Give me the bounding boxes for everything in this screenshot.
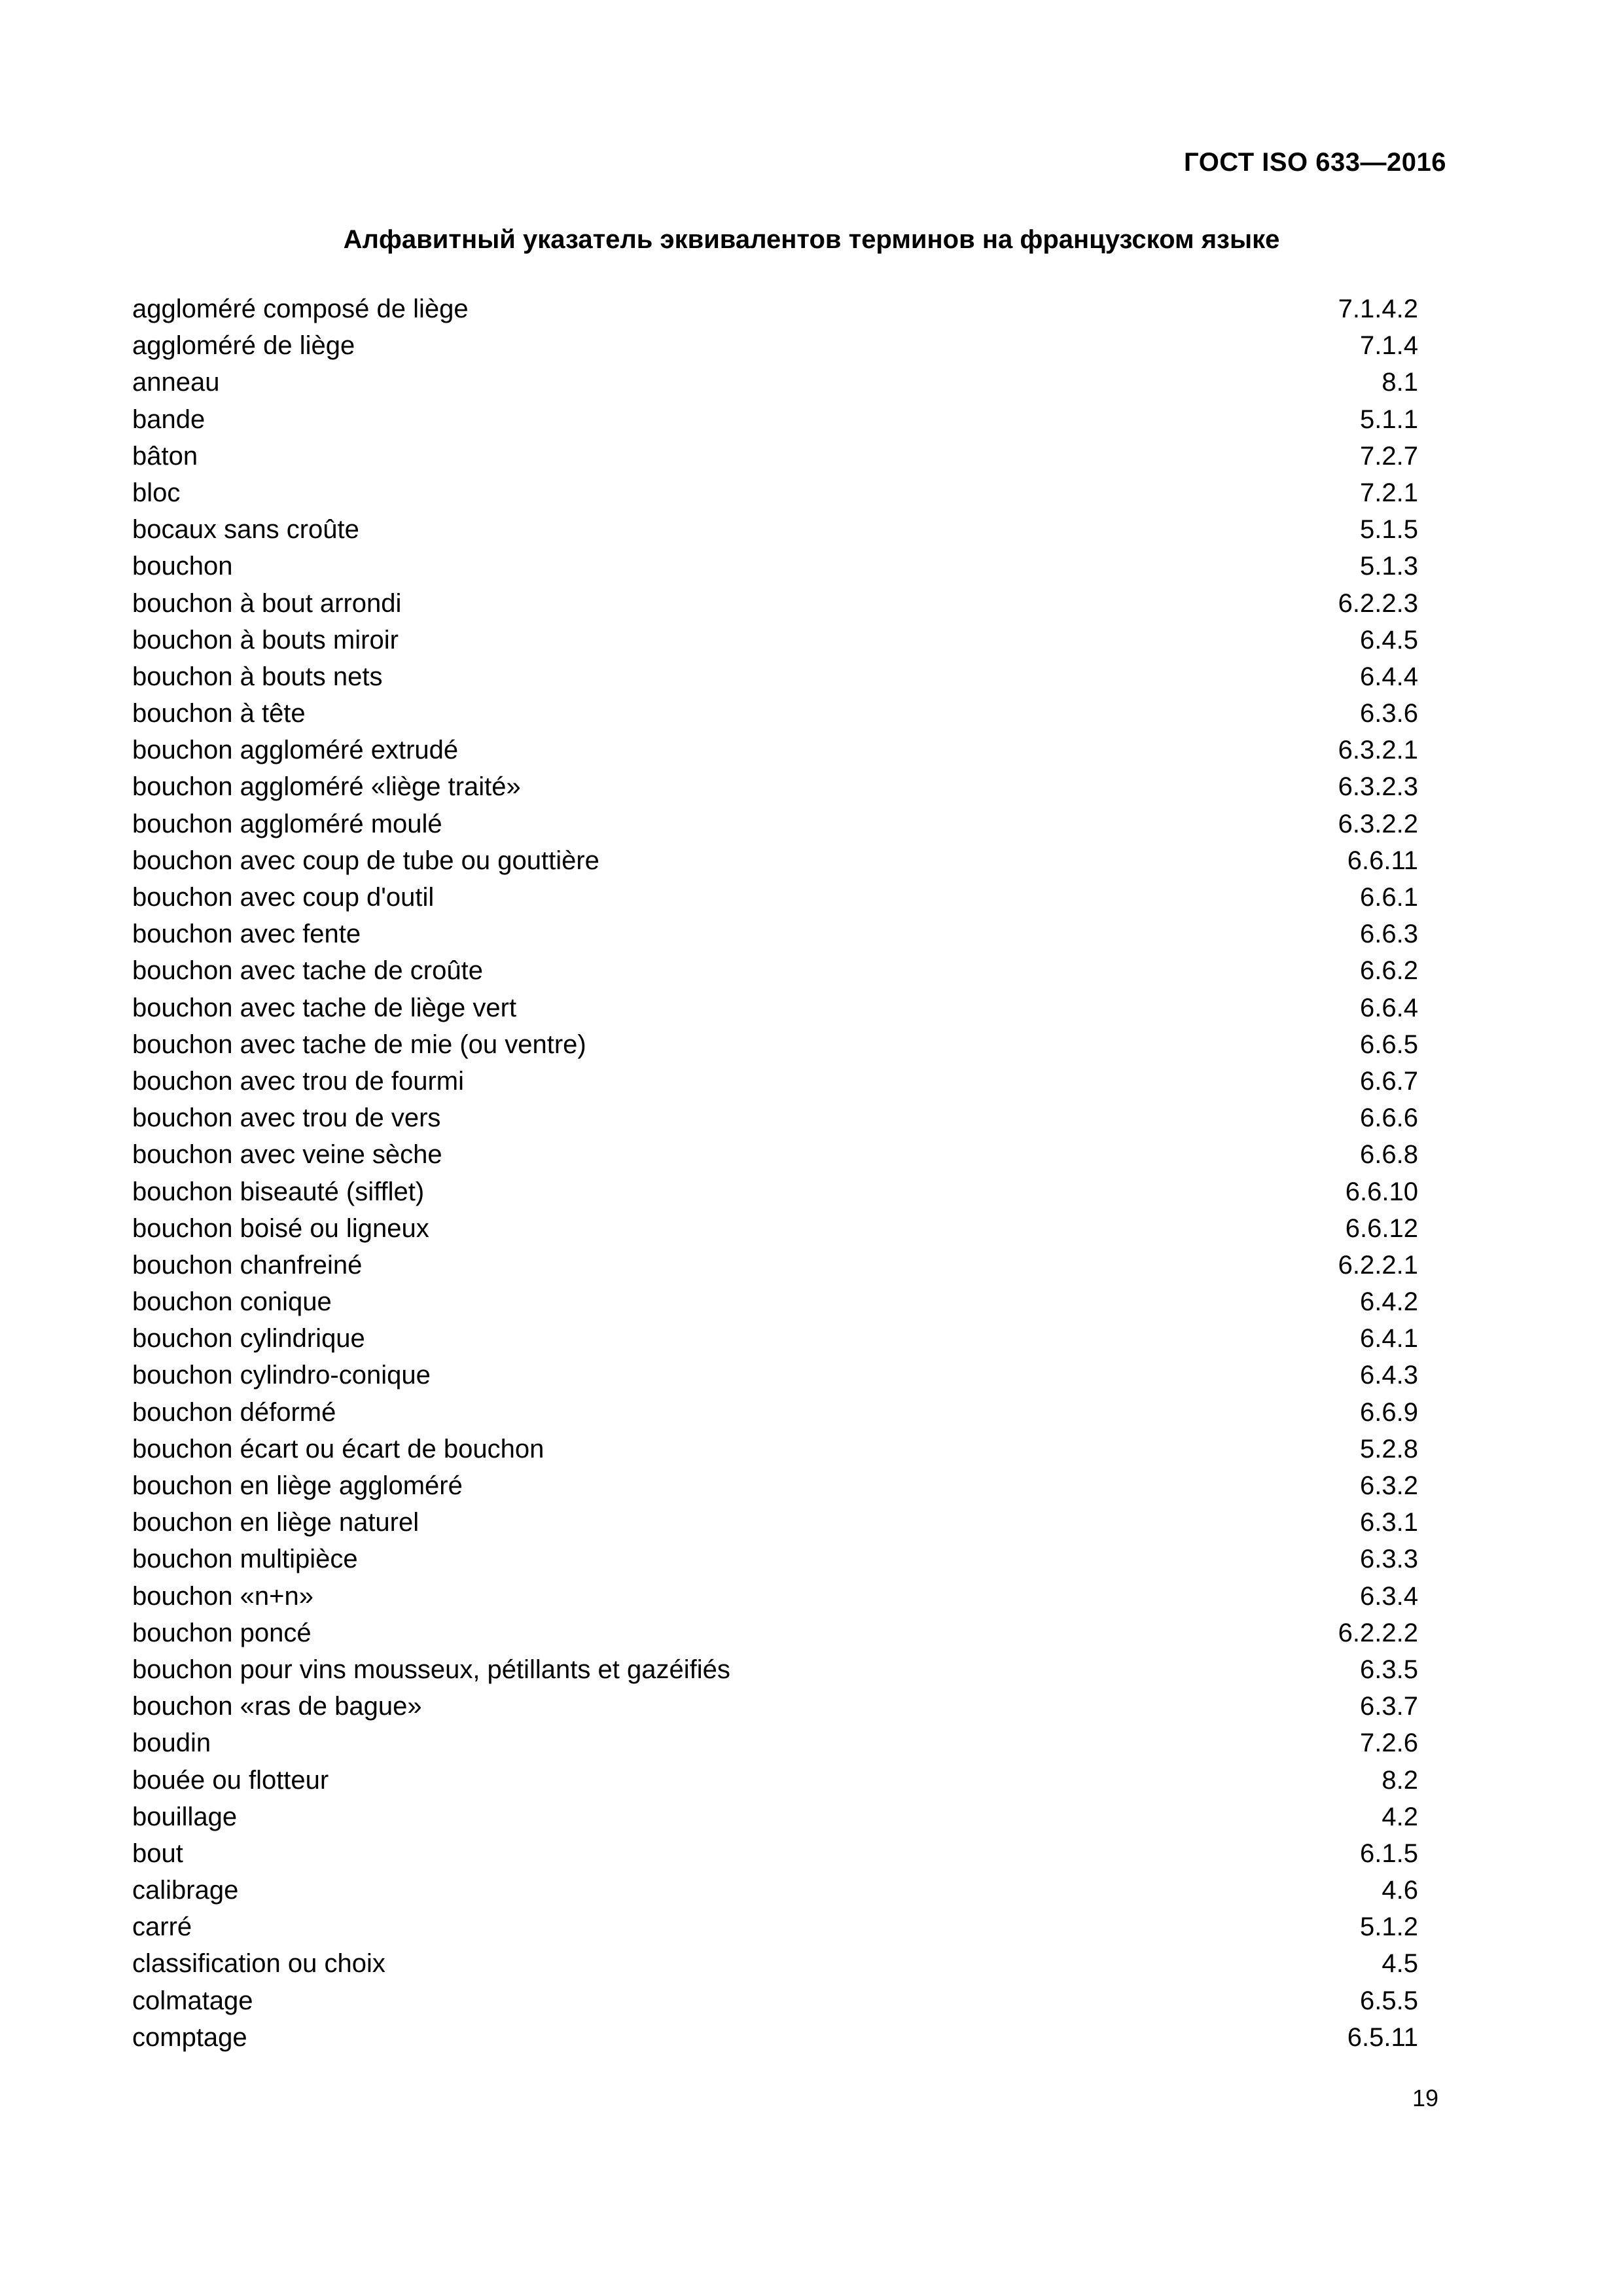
term-reference: 8.2 (1382, 1765, 1418, 1795)
term-reference: 6.4.1 (1360, 1324, 1418, 1354)
term-reference: 6.6.2 (1360, 956, 1418, 986)
term-reference: 6.6.5 (1360, 1030, 1418, 1059)
term-reference: 6.3.2.3 (1338, 772, 1418, 802)
term-reference: 7.2.6 (1360, 1729, 1418, 1758)
term-name: bouchon biseauté (sifflet) (132, 1177, 425, 1206)
term-name: bouchon pour vins mousseux, pétillants et gazéifiés (132, 1655, 730, 1684)
index-entry (132, 1615, 1425, 1651)
index-entry (132, 1909, 1425, 1945)
term-name: bouchon multipièce (132, 1545, 358, 1574)
term-name: aggloméré composé de liège (132, 295, 469, 323)
term-name: bouchon aggloméré «liège traité» (132, 772, 521, 802)
term-reference: 6.3.2 (1360, 1471, 1418, 1500)
term-name: bouchon «n+n» (132, 1581, 313, 1611)
term-name: bouchon à bout arrondi (132, 588, 402, 618)
term-reference: 6.3.3 (1360, 1545, 1418, 1574)
term-name: bouchon chanfreiné (132, 1250, 363, 1280)
term-reference: 6.4.4 (1360, 662, 1418, 691)
term-reference: 6.6.4 (1360, 993, 1418, 1022)
term-reference: 6.3.6 (1360, 699, 1418, 728)
term-reference: 6.6.9 (1360, 1397, 1418, 1427)
term-name: classification ou choix (132, 1949, 385, 1979)
term-reference: 7.1.4.2 (1338, 295, 1418, 323)
index-entry (132, 1872, 1425, 1909)
term-name: bouchon avec trou de fourmi (132, 1066, 464, 1096)
index-entry (132, 1762, 1425, 1799)
term-reference: 6.3.5 (1360, 1655, 1418, 1684)
term-reference: 4.6 (1382, 1876, 1418, 1905)
term-reference: 6.3.7 (1360, 1692, 1418, 1721)
index-entry (132, 1467, 1425, 1504)
term-reference: 6.5.11 (1347, 2022, 1418, 2052)
index-entry (132, 1835, 1425, 1872)
term-name: bouchon conique (132, 1287, 332, 1317)
term-name: calibrage (132, 1876, 239, 1905)
term-name: bouchon à bouts nets (132, 662, 383, 691)
term-name: bocaux sans croûte (132, 515, 359, 545)
term-name: bouchon en liège aggloméré (132, 1471, 463, 1500)
term-name: bouillage (132, 1802, 238, 1831)
index-entry (132, 1357, 1425, 1393)
index-entry (132, 1026, 1425, 1063)
term-reference: 6.6.7 (1360, 1066, 1418, 1096)
term-name: bouchon avec veine sèche (132, 1140, 442, 1170)
term-reference: 6.2.2.3 (1338, 588, 1418, 618)
term-reference: 6.4.3 (1360, 1361, 1418, 1390)
index-entry (132, 1174, 1425, 1210)
term-name: bouchon avec tache de croûte (132, 956, 483, 986)
term-index-list (132, 291, 1425, 2056)
index-entry (132, 1247, 1425, 1283)
term-reference: 7.1.4 (1360, 331, 1418, 361)
term-name: carré (132, 1912, 192, 1942)
term-name: bouchon avec coup de tube ou gouttière (132, 846, 599, 875)
term-name: bouchon avec tache de liège vert (132, 993, 517, 1022)
index-entry (132, 327, 1425, 364)
term-name: bouchon poncé (132, 1618, 312, 1647)
index-entry (132, 1063, 1425, 1100)
index-entry (132, 1945, 1425, 1982)
index-entry (132, 548, 1425, 584)
term-name: bouchon en liège naturel (132, 1508, 419, 1537)
index-entry (132, 1504, 1425, 1541)
term-name: bouée ou flotteur (132, 1765, 329, 1795)
term-reference: 6.6.8 (1360, 1140, 1418, 1170)
term-name: bouchon boisé ou ligneux (132, 1213, 429, 1243)
term-reference: 6.3.2.1 (1338, 736, 1418, 765)
term-name: boudin (132, 1729, 211, 1758)
page-number: 19 (1412, 2085, 1438, 2111)
term-name: bouchon cylindrique (132, 1324, 365, 1354)
term-reference: 6.2.2.1 (1338, 1250, 1418, 1280)
term-reference: 6.6.6 (1360, 1103, 1418, 1133)
term-name: bouchon cylindro-conique (132, 1361, 431, 1390)
index-entry (132, 1541, 1425, 1577)
index-entry (132, 879, 1425, 916)
term-reference: 7.2.1 (1360, 478, 1418, 507)
index-entry (132, 732, 1425, 768)
index-entry (132, 1136, 1425, 1173)
index-entry (132, 952, 1425, 989)
index-entry (132, 585, 1425, 622)
term-name: bouchon avec trou de vers (132, 1103, 441, 1133)
index-entry (132, 364, 1425, 401)
term-reference: 6.6.10 (1345, 1177, 1418, 1206)
term-reference: 6.3.4 (1360, 1581, 1418, 1611)
index-entry (132, 438, 1425, 475)
index-entry (132, 1688, 1425, 1725)
index-entry (132, 2019, 1425, 2056)
term-name: bande (132, 404, 205, 434)
term-reference: 5.2.8 (1360, 1434, 1418, 1463)
term-name: bouchon avec coup d'outil (132, 883, 435, 912)
term-name: bouchon aggloméré moulé (132, 809, 442, 838)
index-entry (132, 291, 1425, 327)
index-entry (132, 511, 1425, 548)
index-entry (132, 1431, 1425, 1467)
index-entry (132, 1578, 1425, 1615)
index-title: Алфавитный указатель эквивалентов терминов на французском языке (343, 225, 1280, 254)
term-name: bouchon «ras de bague» (132, 1692, 422, 1721)
term-name: colmatage (132, 1986, 253, 2015)
term-name: bouchon avec fente (132, 920, 361, 949)
index-entry (132, 1210, 1425, 1247)
term-reference: 6.4.2 (1360, 1287, 1418, 1317)
index-entry (132, 401, 1425, 438)
term-name: bout (132, 1839, 183, 1868)
index-entry (132, 806, 1425, 842)
term-reference: 4.5 (1382, 1949, 1418, 1979)
index-entry (132, 475, 1425, 511)
index-entry (132, 1799, 1425, 1835)
term-name: bouchon à bouts miroir (132, 625, 399, 655)
term-reference: 6.6.3 (1360, 920, 1418, 949)
term-name: bloc (132, 478, 181, 507)
term-reference: 6.4.5 (1360, 625, 1418, 655)
term-name: bâton (132, 441, 198, 471)
index-entry (132, 1100, 1425, 1136)
term-reference: 6.1.5 (1360, 1839, 1418, 1868)
term-reference: 6.3.2.2 (1338, 809, 1418, 838)
index-entry (132, 1394, 1425, 1431)
index-entry (132, 1982, 1425, 2019)
term-name: aggloméré de liège (132, 331, 355, 361)
standard-designation: ГОСТ ISO 633—2016 (1184, 148, 1446, 177)
term-name: bouchon avec tache de mie (ou ventre) (132, 1030, 586, 1059)
index-entry (132, 768, 1425, 805)
index-entry (132, 658, 1425, 695)
term-reference: 5.1.3 (1360, 552, 1418, 581)
term-name: bouchon à tête (132, 699, 306, 728)
term-name: bouchon écart ou écart de bouchon (132, 1434, 544, 1463)
term-reference: 6.5.5 (1360, 1986, 1418, 2015)
term-reference: 5.1.5 (1360, 515, 1418, 545)
term-name: bouchon aggloméré extrudé (132, 736, 459, 765)
index-entry (132, 842, 1425, 879)
index-entry (132, 990, 1425, 1026)
index-entry (132, 1283, 1425, 1320)
term-reference: 4.2 (1382, 1802, 1418, 1831)
term-reference: 6.2.2.2 (1338, 1618, 1418, 1647)
term-reference: 6.6.12 (1345, 1213, 1418, 1243)
term-reference: 8.1 (1382, 368, 1418, 397)
term-name: bouchon déformé (132, 1397, 336, 1427)
term-reference: 6.3.1 (1360, 1508, 1418, 1537)
term-reference: 7.2.7 (1360, 441, 1418, 471)
index-entry (132, 622, 1425, 658)
term-reference: 6.6.1 (1360, 883, 1418, 912)
term-name: comptage (132, 2022, 247, 2052)
index-entry (132, 695, 1425, 732)
term-reference: 5.1.1 (1360, 404, 1418, 434)
index-entry (132, 1725, 1425, 1761)
term-reference: 6.6.11 (1347, 846, 1418, 875)
term-reference: 5.1.2 (1360, 1912, 1418, 1942)
index-entry (132, 1651, 1425, 1688)
index-entry (132, 1320, 1425, 1357)
index-entry (132, 916, 1425, 952)
term-name: anneau (132, 368, 220, 397)
term-name: bouchon (132, 552, 233, 581)
